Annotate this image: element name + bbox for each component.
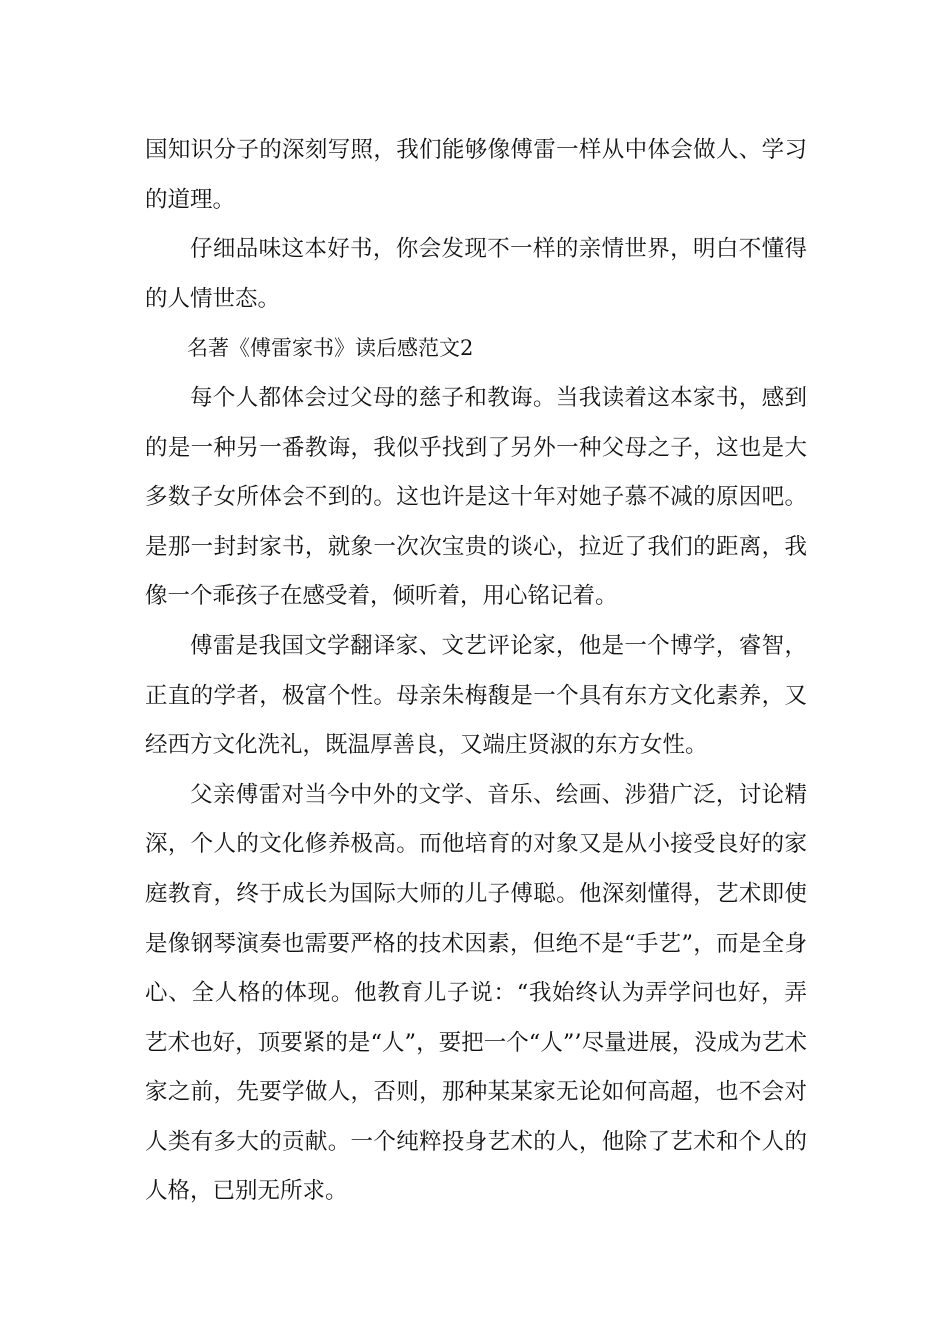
paragraph: 父亲傅雷对当今中外的文学、音乐、绘画、涉猎广泛，讨论精深，个人的文化修养极高。而他培育的对象又是从小接受良好的家庭教育，终于成长为国际大师的儿子傅聪。他深刻懂得，艺术即使是像钢琴演奏也需要严格的技术因素，但绝不是“手艺”，而是全身心、全人格的体现。他教育儿子说：“我始终认为弄学问也好，弄艺术也好，顶要紧的是“人”，要把一个“人”’尽量进展，没成为艺术家之前，先要学做人，否则，那种某某家无论如何高超，也不会对人类有多大的贡献。一个纯粹投身艺术的人，他除了艺术和个人的人格，已别无所求。 <box>145 781 807 1205</box>
paragraph: 傅雷是我国文学翻译家、文艺评论家，他是一个博学，睿智，正直的学者，极富个性。母亲朱梅馥是一个具有东方文化素养，又经西方文化洗礼，既温厚善良，又端庄贤淑的东方女性。 <box>145 632 807 759</box>
continued-paragraph: 国知识分子的深刻写照，我们能够像傅雷一样从中体会做人、学习的道理。 <box>145 137 807 213</box>
document-body <box>145 126 807 1217</box>
paragraph: 仔细品味这本好书，你会发现不一样的亲情世界，明白不懂得的人情世态。 <box>145 236 807 312</box>
paragraph: 每个人都体会过父母的慈子和教诲。当我读着这本家书，感到的是一种另一番教诲，我似乎找到了另外一种父母之子，这也是大多数子女所体会不到的。这也许是这十年对她子慕不减的原因吧。是那一封封家书，就象一次次宝贵的谈心，拉近了我们的距离，我像一个乖孩子在感受着，倾听着，用心铭记着。 <box>145 384 807 610</box>
section-heading: 名著《傅雷家书》读后感范文2 <box>187 336 474 361</box>
